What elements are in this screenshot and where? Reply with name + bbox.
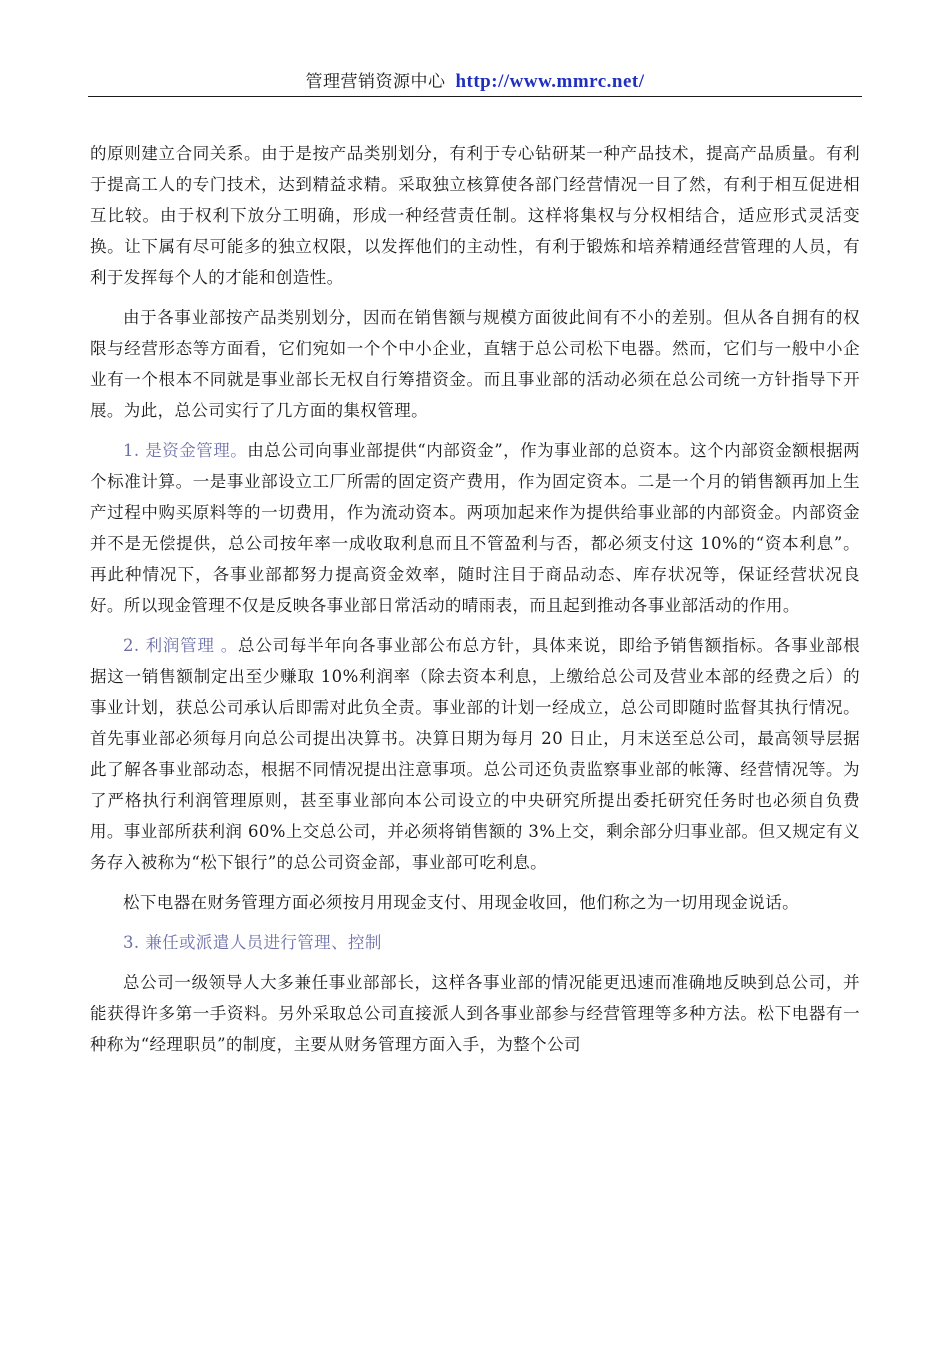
paragraph-text: 由总公司向事业部提供“内部资金”，作为事业部的总资本。这个内部资金额根据两个标准计算。一是事业部设立工厂所需的固定资产费用，作为固定资本。二是一个月的销售额再加上生产过程中购买原料等的一切费用，作为流动资本。两项加起来作为提供给事业部的内部资金。内部资金并不是无偿提供，总公司按年率一成收取利息而且不管盈利与否，都必须支付这 10%的“资本利息”。再此种情况下，各事业部都努力提高资金效率，随时注目于商品动态、库存状况等，保证经营状况良好。所以现金管理不仅是反映各事业部日常活动的晴雨表，而且起到推动各事业部活动的作用。 xyxy=(90,441,860,615)
paragraph-text: 松下电器在财务管理方面必须按月用现金支付、用现金收回，他们称之为一切用现金说话。 xyxy=(123,893,799,912)
paragraph-continuation xyxy=(90,138,860,293)
paragraph-capital-management xyxy=(90,435,860,621)
section-label-staffing: 3. 兼任或派遣人员进行管理、控制 xyxy=(123,933,382,952)
paragraph-profit-management xyxy=(90,630,860,878)
page-header xyxy=(88,68,862,96)
section-label-capital: 1. 是资金管理。 xyxy=(123,441,248,460)
paragraph-text: 的原则建立合同关系。由于是按产品类别划分，有利于专心钻研某一种产品技术，提高产品质量。有利于提高工人的专门技术，达到精益求精。采取独立核算使各部门经营情况一目了然，有利于相互促进相互比较。由于权利下放分工明确，形成一种经营责任制。这样将集权与分权相结合，适应形式灵活变换。让下属有尽可能多的独立权限，以发挥他们的主动性，有利于锻炼和培养精通经营管理的人员，有利于发挥每个人的才能和创造性。 xyxy=(90,144,860,287)
section-heading-staffing xyxy=(90,927,860,958)
paragraph-text: 由于各事业部按产品类别划分，因而在销售额与规模方面彼此间有不小的差别。但从各自拥有的权限与经营形态等方面看，它们宛如一个个中小企业，直辖于总公司松下电器。然而，它们与一般中小企业有一个根本不同就是事业部长无权自行筹措资金。而且事业部的活动必须在总公司统一方针指导下开展。为此，总公司实行了几方面的集权管理。 xyxy=(90,308,860,420)
paragraph-text: 总公司每半年向各事业部公布总方针，具体来说，即给予销售额指标。各事业部根据这一销售额制定出至少赚取 10%利润率（除去资本利息，上缴给总公司及营业本部的经费之后）的事业计划，获总公司承认后即需对此负全责。事业部的计划一经成立，总公司即随时监督其执行情况。首先事业部必须每月向总公司提出决算书。决算日期为每月 20 日止，月末送至总公司，最高领导层据此了解各事业部动态，根据不同情况提出注意事项。总公司还负责监察事业部的帐簿、经营情况等。为了严格执行利润管理原则，甚至事业部向本公司设立的中央研究所提出委托研究任务时也必须自负费用。事业部所获利润 60%上交总公司，并必须将销售额的 3%上交，剩余部分归事业部。但又规定有义务存入被称为“松下银行”的总公司资金部，事业部可吃利息。 xyxy=(90,636,860,872)
header-divider xyxy=(88,96,862,97)
site-name: 管理营销资源中心 xyxy=(305,72,446,92)
site-url-link[interactable]: http://www.mmrc.net/ xyxy=(455,71,645,92)
paragraph-cash-policy xyxy=(90,887,860,918)
paragraph-divisions xyxy=(90,302,860,426)
paragraph-text: 总公司一级领导人大多兼任事业部部长，这样各事业部的情况能更迅速而准确地反映到总公司，并能获得许多第一手资料。另外采取总公司直接派人到各事业部参与经营管理等多种方法。松下电器有一种称为“经理职员”的制度，主要从财务管理方面入手，为整个公司 xyxy=(90,973,860,1054)
section-label-profit: 2. 利润管理 。 xyxy=(123,636,239,655)
paragraph-staffing xyxy=(90,967,860,1060)
document-body xyxy=(90,138,860,1060)
